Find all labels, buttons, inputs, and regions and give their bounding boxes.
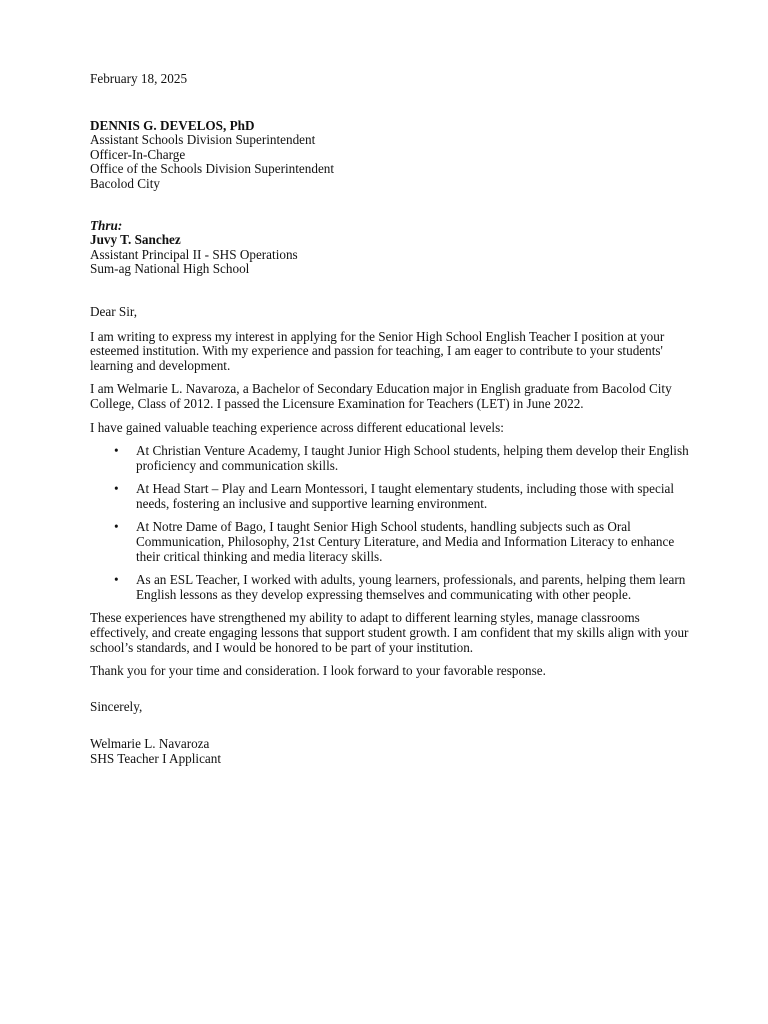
recipient-line: Officer-In-Charge bbox=[90, 146, 186, 162]
signature-name: Welmarie L. Navaroza bbox=[90, 736, 210, 752]
thru-line: Assistant Principal II - SHS Operations bbox=[90, 246, 298, 262]
experience-item bbox=[114, 572, 690, 602]
thru-name: Juvy T. Sanchez bbox=[90, 232, 181, 248]
thru-line: Sum-ag National High School bbox=[90, 261, 250, 277]
experience-text: At Head Start – Play and Learn Montessori, I taught elementary students, including those with special needs, fostering an inclusive and supportive learning environment. bbox=[136, 481, 675, 511]
bullet-icon: • bbox=[114, 443, 119, 459]
experience-text: As an ESL Teacher, I worked with adults, young learners, professionals, and parents, helping them learn English lessons as they develop expressing themselves and communicating with other people. bbox=[136, 572, 686, 602]
experience-text: At Notre Dame of Bago, I taught Senior High School students, handling subjects such as Oral Communication, Philosophy, 21st Century Literature, and Media and Information Literacy to enhance their critical thinking and media literacy skills. bbox=[136, 519, 675, 564]
signature-title: SHS Teacher I Applicant bbox=[90, 751, 222, 766]
recipient-block bbox=[90, 119, 690, 192]
recipient-name: DENNIS G. DEVELOS, PhD bbox=[90, 117, 255, 133]
bullet-icon: • bbox=[114, 481, 119, 497]
closing-salutation: Sincerely, bbox=[90, 698, 143, 714]
experience-item bbox=[114, 519, 690, 564]
body-paragraph: I am Welmarie L. Navaroza, a Bachelor of Secondary Education major in English graduate from Bacolod City College, Class of 2012. I passed the Licensure Examination for Teachers (LET) in June 2022. bbox=[90, 381, 672, 411]
experience-text: At Christian Venture Academy, I taught Junior High School students, helping them develop their English proficiency and communication skills. bbox=[136, 443, 689, 473]
thru-label: Thru: bbox=[90, 217, 123, 233]
body-paragraph: I am writing to express my interest in applying for the Senior High School English Teacher I position at your esteemed institution. With my experience and passion for teaching, I am eager to contribute to your students' learning and development. bbox=[90, 328, 665, 373]
body-paragraph: Thank you for your time and consideration. I look forward to your favorable response. bbox=[90, 663, 546, 679]
recipient-line: Office of the Schools Division Superintendent bbox=[90, 161, 335, 177]
experience-item bbox=[114, 481, 690, 511]
letter-page bbox=[90, 72, 690, 767]
body-paragraph: These experiences have strengthened my ability to adapt to different learning styles, manage classrooms effectively, and create engaging lessons that support student growth. I am confident that my skills align with your school’s standards, and I would be honored to be part of your institution. bbox=[90, 610, 689, 655]
experience-item bbox=[114, 443, 690, 473]
salutation: Dear Sir, bbox=[90, 303, 138, 319]
thru-block bbox=[90, 219, 690, 277]
experience-list bbox=[90, 444, 690, 602]
bullet-icon: • bbox=[114, 519, 119, 535]
bullet-icon: • bbox=[114, 572, 119, 588]
signature-block bbox=[90, 737, 690, 766]
body-paragraph: I have gained valuable teaching experience across different educational levels: bbox=[90, 419, 504, 435]
recipient-line: Assistant Schools Division Superintendent bbox=[90, 132, 316, 148]
recipient-line: Bacolod City bbox=[90, 175, 160, 191]
letter-date: February 18, 2025 bbox=[90, 71, 188, 86]
